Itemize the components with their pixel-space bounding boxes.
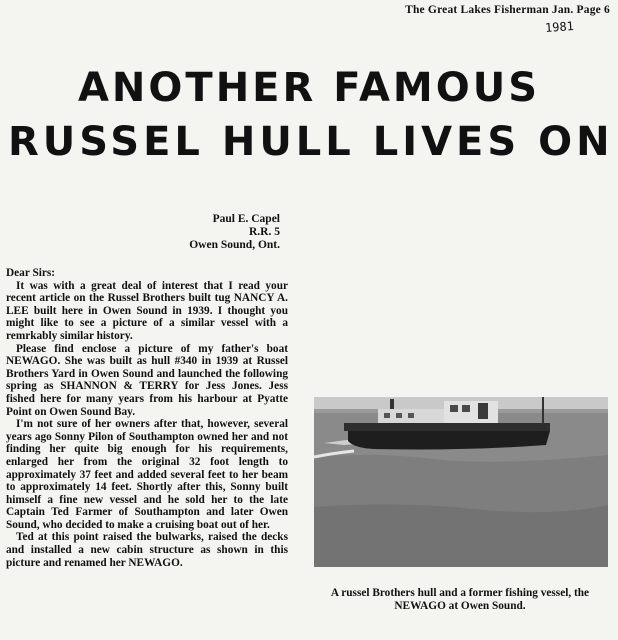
boat-photo <box>314 397 608 567</box>
letter-salutation: Dear Sirs: <box>6 267 56 279</box>
sender-route: R.R. 5 <box>249 226 280 238</box>
publication-header: The Great Lakes Fisherman Jan. Page 6 <box>405 4 610 16</box>
letter-paragraph-2: Please find enclose a picture of my father's boat NEWAGO. She was built as hull #340 in 1939 at Russel Brothers Yard in Owen Sound and launched the following spring as SHANNON & TERRY for Jess Jones. Jess fished here for many years from his harbour at Pyatte Point on Owen Sound Bay. <box>6 342 288 418</box>
letter-body <box>6 267 288 569</box>
boat-photo-illustration <box>314 397 608 567</box>
article-title-line-2: RUSSEL HULL LIVES ON <box>8 119 614 165</box>
photo-caption: A russel Brothers hull and a former fishing vessel, the NEWAGO at Owen Sound. <box>330 587 590 612</box>
sender-name: Paul E. Capel <box>212 213 280 225</box>
sender-city: Owen Sound, Ont. <box>189 239 280 251</box>
article-title-line-1: ANOTHER FAMOUS <box>77 65 541 111</box>
letter-paragraph-3: I'm not sure of her owners after that, however, several years ago Sonny Pilon of Southampton owned her and not finding her quite big enough for his requirements, enlarged her from the original 32 foot length to approximately 37 feet and added several feet to her beam to approximately 14 feet. Shortly after this, Sonny built himself a fine new vessel and he sold her to the late Captain Ted Farmer of Southampton and later Owen Sound, who decided to make a cruising boat out of her. <box>6 418 288 531</box>
letter-paragraph-4: Ted at this point raised the bulwarks, raised the decks and installed a new cabin structure as shown in this picture and renamed her NEWAGO. <box>6 531 288 569</box>
handwritten-year: 1981 <box>544 19 575 35</box>
sender-address <box>170 213 280 252</box>
letter-paragraph-1: It was with a great deal of interest that I read your recent article on the Russel Brothers built tug NANCY A. LEE built here in Owen Sound in 1939. I thought you might like to see a picture of a similar vessel with a remrkably similar history. <box>6 279 288 342</box>
